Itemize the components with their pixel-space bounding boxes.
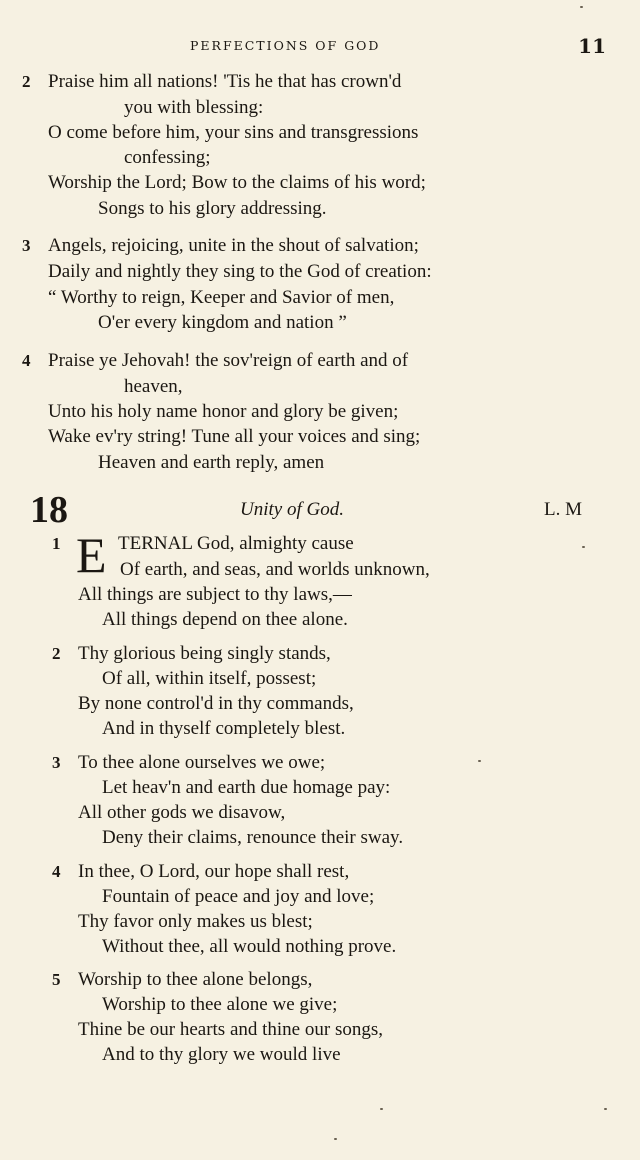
verse-line: Worship to thee alone we give;	[102, 994, 338, 1015]
verse-line: Thine be our hearts and thine our songs,	[78, 1019, 383, 1040]
verse-line: you with blessing:	[124, 97, 264, 118]
verse-line: Daily and nightly they sing to the God of creation:	[48, 261, 432, 282]
verse-line: O come before him, your sins and transgressions	[48, 122, 419, 143]
verse-line: And to thy glory we would live	[102, 1044, 341, 1065]
verse-line: Worship the Lord; Bow to the claims of his word;	[48, 172, 426, 193]
verse-line: By none control'd in thy commands,	[78, 693, 354, 714]
page-number: 11	[578, 34, 606, 58]
paper-speck	[582, 546, 585, 548]
verse-line: Angels, rejoicing, unite in the shout of salvation;	[48, 235, 419, 256]
verse-number: 4	[52, 862, 61, 881]
verse-line: In thee, O Lord, our hope shall rest,	[78, 861, 350, 882]
verse-line: confessing;	[124, 147, 211, 168]
verse-number: 3	[52, 753, 61, 772]
verse-number: 5	[52, 970, 61, 989]
paper-speck	[580, 6, 583, 8]
verse-line: Of earth, and seas, and worlds unknown,	[120, 559, 430, 580]
verse-line: All things depend on thee alone.	[102, 609, 348, 630]
verse-line: Worship to thee alone belongs,	[78, 969, 313, 990]
paper-speck	[478, 760, 481, 762]
paper-speck	[334, 1138, 337, 1140]
verse-number: 3	[22, 236, 31, 255]
verse-line: Deny their claims, renounce their sway.	[102, 827, 404, 848]
verse-line: Praise him all nations! 'Tis he that has crown'd	[48, 71, 402, 92]
verse-line: All things are subject to thy laws,—	[78, 584, 352, 605]
verse-line: Thy glorious being singly stands,	[78, 643, 331, 664]
verse-line: heaven,	[124, 376, 183, 397]
verse-line: Heaven and earth reply, amen	[98, 452, 325, 473]
hymn-number: 18	[30, 489, 68, 531]
running-head	[0, 34, 640, 58]
verse-line: Songs to his glory addressing.	[98, 198, 327, 219]
paper-speck	[380, 1108, 383, 1110]
verse-line: Fountain of peace and joy and love;	[102, 886, 375, 907]
drop-cap: E	[76, 527, 107, 583]
hymn-meter: L. M	[544, 499, 582, 520]
verse-line: To thee alone ourselves we owe;	[78, 752, 326, 773]
running-head-title: PERFECTIONS OF GOD	[190, 38, 381, 53]
verse-line: And in thyself completely blest.	[102, 718, 346, 739]
verse-line: Thy favor only makes us blest;	[78, 911, 313, 932]
verse-number: 4	[22, 351, 31, 370]
verse-line: All other gods we disavow,	[78, 802, 286, 823]
verse-line: Unto his holy name honor and glory be given;	[48, 401, 399, 422]
verse-line: Without thee, all would nothing prove.	[102, 936, 397, 957]
verse-line: Wake ev'ry string! Tune all your voices and sing;	[48, 426, 421, 447]
verse-line: Of all, within itself, possest;	[102, 668, 317, 689]
hymn-title: Unity of God.	[240, 499, 344, 520]
verse-line: TERNAL God, almighty cause	[118, 533, 354, 554]
verse-number: 2	[52, 644, 61, 663]
verse-line: Praise ye Jehovah! the sov'reign of earth and of	[48, 350, 409, 371]
verse-line: O'er every kingdom and nation ”	[98, 312, 347, 333]
verse-number: 2	[22, 72, 31, 91]
verse-number: 1	[52, 534, 61, 553]
verse-line: Let heav'n and earth due homage pay:	[102, 777, 391, 798]
verse-line: “ Worthy to reign, Keeper and Savior of men,	[48, 287, 395, 308]
paper-speck	[604, 1108, 607, 1110]
